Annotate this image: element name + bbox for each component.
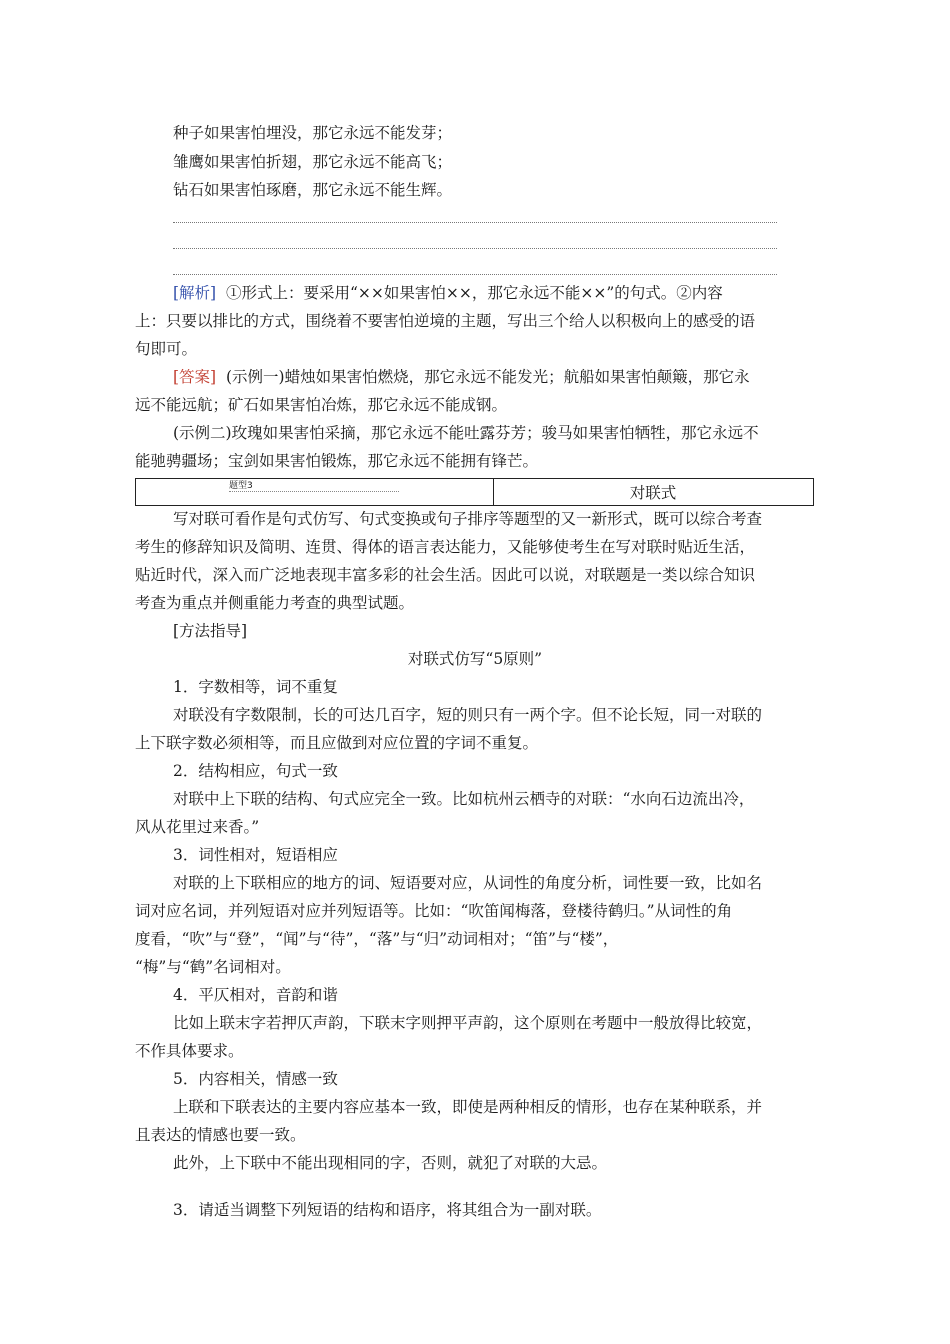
rule-5-line-1: 上联和下联表达的主要内容应基本一致，即使是两种相反的情形，也存在某种联系，并 bbox=[173, 1098, 763, 1116]
rule-2-line-1: 对联中上下联的结构、句式应完全一致。比如杭州云栖寺的对联：“水向石边流出冷， bbox=[173, 790, 755, 808]
rule-1-line-1: 对联没有字数限制，长的可达几百字，短的则只有一两个字。但不论长短，同一对联的 bbox=[173, 706, 763, 724]
rule-3-line-4: “梅”与“鹤”名词相对。 bbox=[135, 958, 291, 976]
answer-text-1: (示例一)蜡烛如果害怕燃烧，那它永远不能发光；航船如果害怕颠簸，那它永 bbox=[225, 368, 750, 386]
rule-2-line-2: 风从花里过来香。” bbox=[135, 818, 260, 836]
rule-4-line-1: 比如上联末字若押仄声韵，下联末字则押平声韵，这个原则在考题中一般放得比较宽， bbox=[173, 1014, 763, 1032]
poem-line-2: 雏鹰如果害怕折翅，那它永远不能高飞； bbox=[173, 153, 453, 171]
analysis-line-1 bbox=[0, 283, 950, 303]
answer-tag: [答案] bbox=[173, 368, 217, 386]
analysis-line-2: 上：只要以排比的方式，围绕着不要害怕逆境的主题，写出三个给人以积极向上的感受的语 bbox=[135, 312, 756, 330]
rules-title: 对联式仿写“5原则” bbox=[407, 650, 543, 668]
analysis-tag: [解析] bbox=[173, 284, 217, 302]
rule-4-heading: 4．平仄相对，音韵和谐 bbox=[173, 986, 338, 1004]
rule-4-line-2: 不作具体要求。 bbox=[135, 1042, 244, 1060]
rule-1-heading: 1．字数相等，词不重复 bbox=[173, 678, 338, 696]
rule-3-line-3: 度看，“吹”与“登”，“闻”与“待”，“落”与“归”动词相对；“笛”与“楼”， bbox=[135, 930, 619, 948]
rule-3-heading: 3．词性相对，短语相应 bbox=[173, 846, 338, 864]
answer-line-2: 远不能远航；矿石如果害怕冶炼，那它永远不能成钢。 bbox=[135, 396, 508, 414]
intro-line-2: 考生的修辞知识及简明、连贯、得体的语言表达能力，又能够使考生在写对联时贴近生活， bbox=[135, 538, 756, 556]
answer-blank-line-1 bbox=[173, 222, 777, 223]
analysis-text-1: ①形式上：要采用“××如果害怕××，那它永远不能××”的句式。②内容 bbox=[225, 284, 723, 302]
answer-blank-line-2 bbox=[173, 248, 777, 249]
method-guide-label: [方法指导] bbox=[173, 622, 248, 640]
rule-5-line-2: 且表达的情感也要一致。 bbox=[135, 1126, 306, 1144]
analysis-line-3: 句即可。 bbox=[135, 340, 198, 358]
question-type-box bbox=[135, 478, 814, 506]
rule-5-heading: 5．内容相关，情感一致 bbox=[173, 1070, 338, 1088]
question-3: 3．请适当调整下列短语的结构和语序，将其组合为一副对联。 bbox=[173, 1201, 602, 1219]
intro-line-1: 写对联可看作是句式仿写、句式变换或句子排序等题型的又一新形式，既可以综合考查 bbox=[173, 510, 763, 528]
question-type-badge: 题型3 bbox=[229, 481, 399, 492]
closing-note: 此外，上下联中不能出现相同的字，否则，就犯了对联的大忌。 bbox=[173, 1154, 608, 1172]
question-type-title: 对联式 bbox=[629, 484, 677, 502]
intro-line-3: 贴近时代，深入而广泛地表现丰富多彩的社会生活。因此可以说，对联题是一类以综合知识 bbox=[135, 566, 756, 584]
intro-line-4: 考查为重点并侧重能力考查的典型试题。 bbox=[135, 594, 415, 612]
poem-line-3: 钻石如果害怕琢磨，那它永远不能生辉。 bbox=[173, 181, 453, 199]
rule-3-line-1: 对联的上下联相应的地方的词、短语要对应，从词性的角度分析，词性要一致，比如名 bbox=[173, 874, 763, 892]
answer-line-3: (示例二)玫瑰如果害怕采摘，那它永远不能吐露芬芳；骏马如果害怕牺牲，那它永远不 bbox=[173, 424, 759, 442]
answer-line-1 bbox=[0, 367, 950, 387]
answer-blank-line-3 bbox=[173, 274, 777, 275]
poem-line-1: 种子如果害怕埋没，那它永远不能发芽； bbox=[173, 124, 453, 142]
rule-3-line-2: 词对应名词，并列短语对应并列短语等。比如：“吹笛闻梅落，登楼待鹤归。”从词性的角 bbox=[135, 902, 733, 920]
rule-2-heading: 2．结构相应，句式一致 bbox=[173, 762, 338, 780]
answer-line-4: 能驰骋疆场；宝剑如果害怕锻炼，那它永远不能拥有锋芒。 bbox=[135, 452, 539, 470]
rule-1-line-2: 上下联字数必须相等，而且应做到对应位置的字词不重复。 bbox=[135, 734, 539, 752]
